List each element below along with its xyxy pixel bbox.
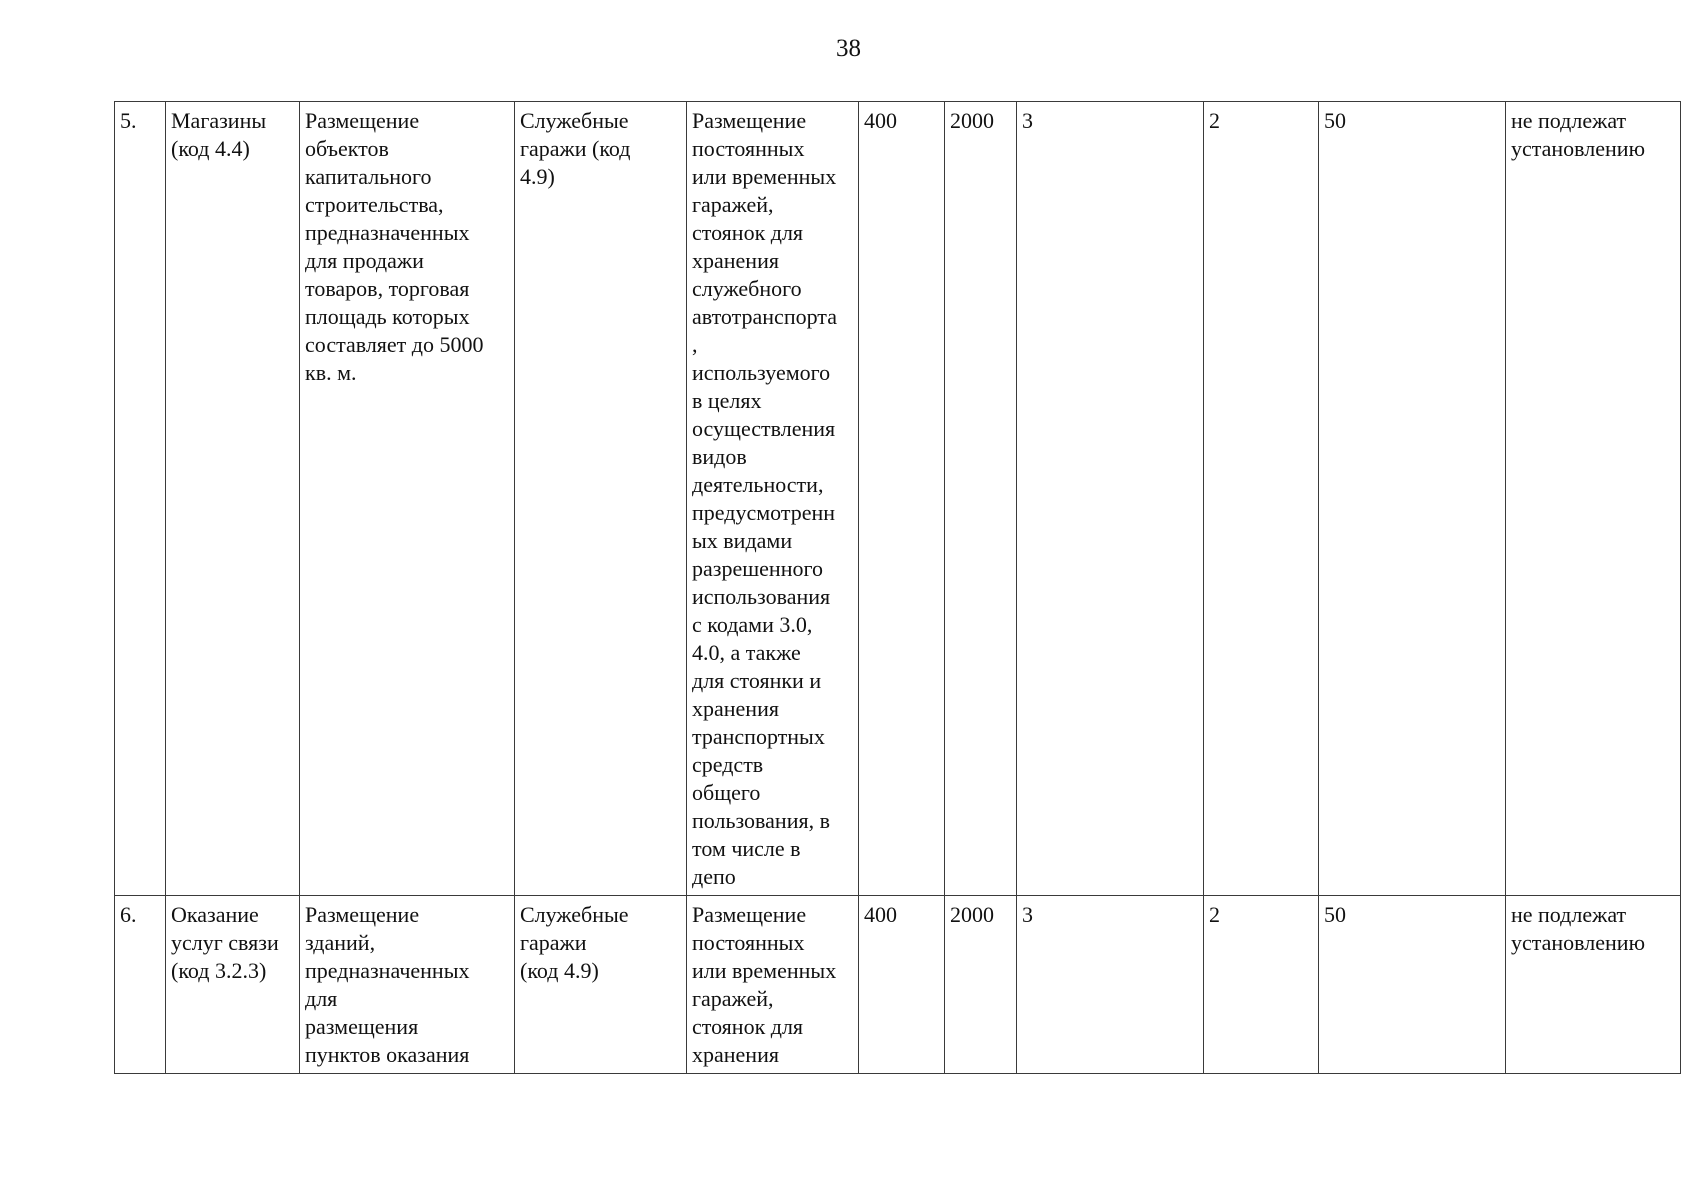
- auxiliary-use-cell: [515, 102, 687, 896]
- value-cell-3: [1017, 896, 1204, 1074]
- row-number-cell: [115, 102, 166, 896]
- auxiliary-use-description-cell: [687, 896, 859, 1074]
- value-4: 2: [1209, 108, 1220, 133]
- value-1: 400: [864, 902, 897, 927]
- main-use-description-cell: [300, 102, 515, 896]
- main-use-description: Размещение объектов капитального строительства, предназначенных для продажи товаров, торговая площадь которых составляет до 5000 кв. м.: [305, 108, 484, 385]
- main-use-cell: [166, 896, 300, 1074]
- value-1: 400: [864, 108, 897, 133]
- row-number-cell: [115, 896, 166, 1074]
- main-use-name: Оказание услуг связи (код 3.2.3): [171, 902, 279, 983]
- value-cell-1: [859, 102, 945, 896]
- value-2: 2000: [950, 902, 994, 927]
- main-use-description-cell: [300, 896, 515, 1074]
- zoning-regulations-table: [114, 101, 1681, 1074]
- value-cell-1: [859, 896, 945, 1074]
- value-2: 2000: [950, 108, 994, 133]
- value-cell-2: [945, 102, 1017, 896]
- value-6: не подлежат установлению: [1511, 108, 1646, 161]
- main-use-cell: [166, 102, 300, 896]
- main-use-description: Размещение зданий, предназначенных для размещения пунктов оказания: [305, 902, 470, 1067]
- main-use-name: Магазины (код 4.4): [171, 108, 267, 161]
- value-3: 3: [1022, 902, 1033, 927]
- value-cell-5: [1319, 102, 1506, 896]
- auxiliary-use-cell: [515, 896, 687, 1074]
- value-5: 50: [1324, 108, 1346, 133]
- value-cell-6: [1506, 102, 1681, 896]
- auxiliary-use-name: Служебные гаражи (код 4.9): [520, 902, 629, 983]
- value-cell-2: [945, 896, 1017, 1074]
- auxiliary-use-name: Служебные гаражи (код 4.9): [520, 108, 631, 189]
- value-cell-4: [1204, 102, 1319, 896]
- value-5: 50: [1324, 902, 1346, 927]
- table-row: [115, 102, 1681, 896]
- value-3: 3: [1022, 108, 1033, 133]
- auxiliary-use-description-cell: [687, 102, 859, 896]
- value-cell-5: [1319, 896, 1506, 1074]
- value-cell-3: [1017, 102, 1204, 896]
- value-cell-6: [1506, 896, 1681, 1074]
- row-number: 5.: [120, 108, 137, 133]
- value-cell-4: [1204, 896, 1319, 1074]
- auxiliary-use-description: Размещение постоянных или временных гаражей, стоянок для хранения: [692, 902, 837, 1067]
- value-4: 2: [1209, 902, 1220, 927]
- auxiliary-use-description: Размещение постоянных или временных гаражей, стоянок для хранения служебного автотранспорта , используемого в целях осуществления видов деятельности, предусмотренн ых видами разрешенного использования с кодами 3.0, 4.0, а также для стоянки и хранения транспортных средств общего пользования, в том числе в депо: [692, 108, 837, 889]
- row-number: 6.: [120, 902, 137, 927]
- page-number: 38: [836, 35, 861, 62]
- value-6: не подлежат установлению: [1511, 902, 1646, 955]
- table-row: [115, 896, 1681, 1074]
